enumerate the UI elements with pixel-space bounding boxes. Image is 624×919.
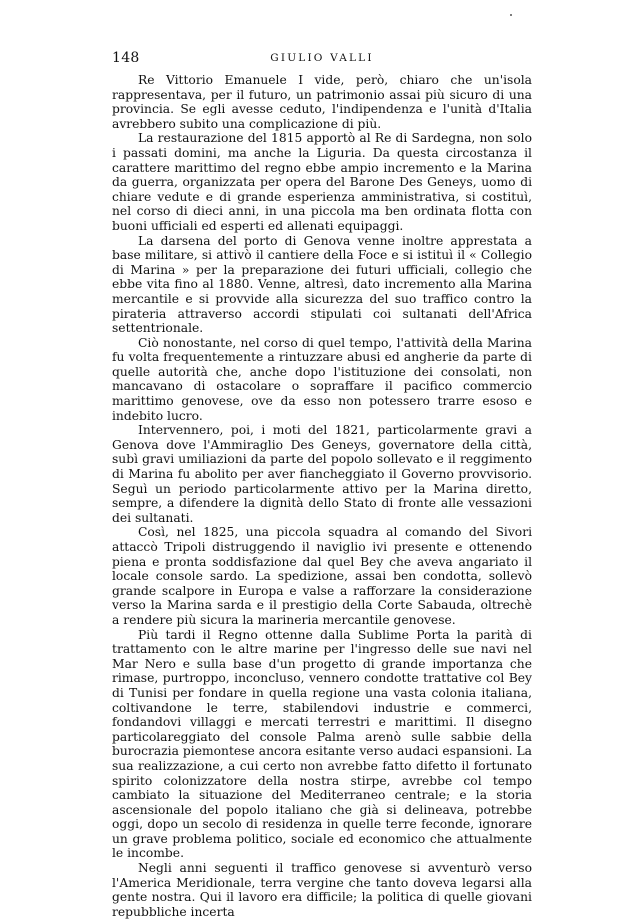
print-speck (510, 14, 512, 16)
paragraph: La restaurazione del 1815 apportò al Re di Sardegna, non solo i passati domini, ma anche la Liguria. Da questa circostanza il carattere marittimo del regno ebbe ampio incremento e la Marina da guerra, organizzata per opera del Barone Des Geneys, uomo di chiare vedute e di grande esperienza amministrativa, si costituì, nel corso di dieci anni, in una piccola ma ben ordinata flotta con buoni ufficiali ed esperti ed allenati equipaggi. (112, 131, 532, 233)
paragraph: Più tardi il Regno ottenne dalla Sublime Porta la parità di trattamento con le altre marine per l'ingresso delle sue navi nel Mar Nero e sulla base d'un progetto di grande importanza che rimase, purtroppo, inconcluso, vennero condotte trattative col Bey di Tunisi per fondare in quella regione una vasta colonia italiana, coltivandone le terre, stabilendovi industrie e commerci, fondandovi villaggi e mercati terrestri e marittimi. Il disegno particolareggiato del console Palma arenò sulle sabbie della burocrazia piemontese ancora esitante verso audaci espansioni. La sua realizzazione, a cui certo non avrebbe fatto difetto il fortunato spirito colonizzatore della nostra stirpe, avrebbe col tempo cambiato la situazione del Mediterraneo centrale; e la storia ascensionale del popolo italiano che già si delineava, potrebbe oggi, dopo un secolo di residenza in quelle terre feconde, ignorare un grave problema politico, sociale ed economico che attualmente le incombe. (112, 627, 532, 861)
running-title: GIULIO VALLI (270, 52, 374, 64)
paragraph: Negli anni seguenti il traffico genovese si avventurò verso l'America Meridionale, terra vergine che tanto doveva legarsi alla gente nostra. Qui il lavoro era difficile; la politica di quelle giovani repubbliche incerta (112, 861, 532, 919)
paragraph: Ciò nonostante, nel corso di quel tempo, l'attività della Marina fu volta frequentemente a rintuzzare abusi ed angherie da parte di quelle autorità che, anche dopo l'istituzione dei consolati, non mancavano di ostacolare o sopraffare il pacifico commercio marittimo genovese, ove da esso non potessero trarre esoso e indebito lucro. (112, 335, 532, 423)
body-text (112, 73, 532, 919)
paragraph: Intervennero, poi, i moti del 1821, particolarmente gravi a Genova dove l'Ammiraglio Des Geneys, governatore della città, subì gravi umiliazioni da parte del popolo sollevato e il reggimento di Marina fu abolito per aver fiancheggiato il Governo provvisorio. Seguì un periodo particolarmente attivo per la Marina diretto, sempre, a difendere la dignità dello Stato di fronte alle vessazioni dei sultanati. (112, 423, 532, 525)
paragraph: La darsena del porto di Genova venne inoltre apprestata a base militare, si attivò il cantiere della Foce e si istituì il « Collegio di Marina » per la preparazione dei futuri ufficiali, collegio che ebbe vita fino al 1880. Venne, altresì, dato incremento alla Marina mercantile e si provvide alla sicurezza del suo traffico contro la pirateria attraverso accordi stipulati coi sultanati dell'Africa settentrionale. (112, 233, 532, 336)
paragraph: Così, nel 1825, una piccola squadra al comando del Sivori attaccò Tripoli distruggendo il naviglio ivi presente e ottenendo piena e pronta soddisfazione dal quel Bey che aveva angariato il locale console sardo. La spedizione, assai ben condotta, sollevò grande scalpore in Europa e valse a rafforzare la considerazione verso la Marina sarda e il prestigio della Corte Sabauda, oltrechè a rendere più sicura la marineria mercantile genovese. (112, 525, 532, 627)
page-number: 148 (112, 50, 140, 66)
page-header (112, 50, 532, 68)
paragraph: Re Vittorio Emanuele I vide, però, chiaro che un'isola rappresentava, per il futuro, un patrimonio assai più sicuro di una provincia. Se egli avesse ceduto, l'indipendenza e l'unità d'Italia avrebbero subito una complicazione di più. (112, 73, 532, 131)
